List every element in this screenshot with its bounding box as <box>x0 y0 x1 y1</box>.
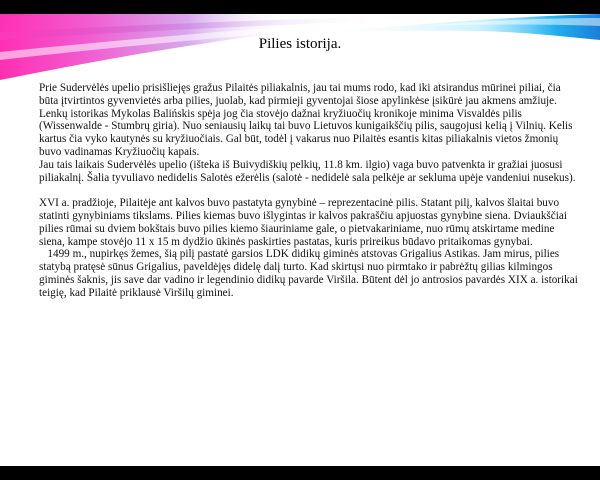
paragraph-xvi-century: XVI a. pradžioje, Pilaitėje ant kalvos buvo pastatyta gynybinė – reprezentacinė pilis. Statant pilį, kalvos šlaitai buvo statinti gynybiniams tikslams. Pilies kiemas buvo išlygintas ir kalvos pakraščiu apjuostas gynybine siena. Dviaukščiai pilies rūmai su dviem bokštais buvo pilies kiemo šiauriniame gale, o pietvakariniame, nuo rūmų atskirtame medine siena, kampe stovėjo 11 x 15 m dydžio ūkinės paskirties pastatas, kuris prireikus būdavo pritaikomas gynybai. <box>39 197 567 248</box>
slide <box>0 14 600 466</box>
paragraph-gap <box>39 184 579 197</box>
paragraph-sudervele-stream: Jau tais laikais Sudervėlės upelio (išteka iš Buivydiškių pelkių, 11.8 km. ilgio) vaga buvo patvenkta ir gražiai juosusi piliakalnį. Šalia tyvuliavo nedidelis Salotės ežerėlis (salotė - nedidelė sala pelkėje ar sekluma upėje vandeniui nusekus). <box>39 158 576 184</box>
paragraph-astikas: 1499 m., nupirkęs žemes, šią pilį pastatė garsios LDK didikų giminės atstovas Grigalius Astikas. Jam mirus, pilies statybą pratęsė sūnus Grigalius, paveldėjęs didelę dalį turto. Kad skirtųsi nuo pirmtako ir pabrėžtų gilias kilmingos giminės šaknis, jis save dar vadino ir legendinio didikų pavarde Viršila. Būtent dėl jo antrosios pavardės XIX a. istorikai teigię, kad Pilaitė priklausė Viršilų giminei. <box>39 248 581 299</box>
slide-body <box>39 82 579 300</box>
paragraph-castle-origins: Prie Sudervėlės upelio prisišliejęs gražus Pilaitės piliakalnis, jau tai mums rodo, kad iki atsirandus mūrinei piliai, čia būta įtvirtintos gyvenvietės arba pilies, juolab, kad pirmieji gyventojai šiose apylinkėse įsikūrė jau akmens amžiuje. Lenkų istorikas Mykolas Balińskis spėja jog čia stovėjo dažnai kryžiuočių kronikoje minima Visvaldės pilis (Wissenwalde - Stumbrų giria). Nuo seniausių laikų tai buvo Lietuvos kunigaikščių pilis, saugojusi kelią į Vilnių. Kelis kartus čia vyko kautynės su kryžiuočiais. Gal būt, todėl į vakarus nuo Pilaitės esantis kitas piliakalnis vietos žmonių buvo vadinamas Kryžiuočių kapais. <box>39 82 573 158</box>
slide-title: Pilies istorija. <box>258 36 342 52</box>
